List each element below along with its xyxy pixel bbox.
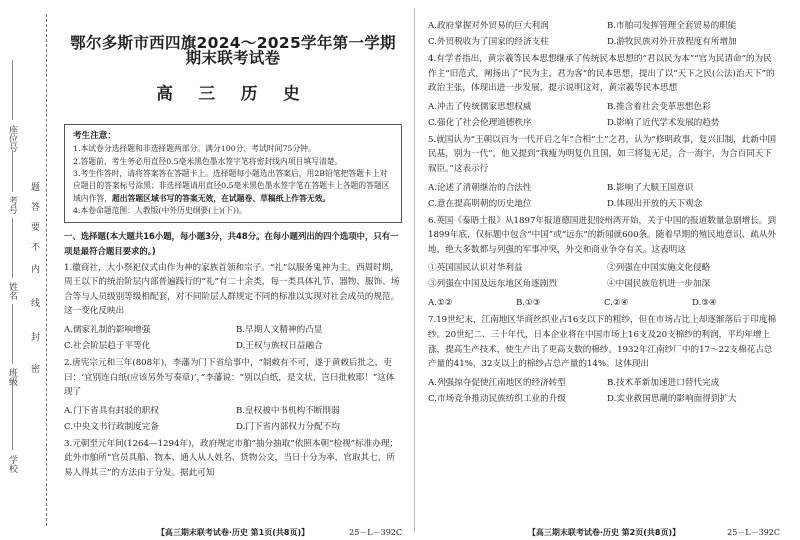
option-a[interactable]: A.门下省具有封驳的职权 — [64, 405, 159, 416]
option-a[interactable]: A.①② — [428, 298, 453, 309]
question-1-options — [64, 322, 402, 354]
option-a[interactable]: A.儒家礼制的影响增强 — [64, 325, 151, 335]
option-d[interactable]: D.体现出开放的天下观念 — [607, 198, 703, 209]
subject-title: 高 三 历 史 — [156, 84, 310, 104]
school-field-line[interactable] — [12, 380, 13, 450]
seal-char: 题 — [31, 183, 41, 193]
notice-heading: 考生注意： — [73, 130, 116, 141]
statement-4: ④中国民族危机进一步加深 — [607, 279, 711, 290]
notice-bold-warning: 超出答题区域书写的答案无效，在试题卷、草稿纸上作答无效。 — [111, 193, 331, 203]
margin-label-seat-number: 座位号 — [7, 125, 17, 152]
notice-item: 2.答题前，考生务必用直径0.5毫米黑色墨水签字笔将密封线内项目填写清楚。 — [73, 156, 343, 166]
exam-number-field-line[interactable] — [12, 150, 13, 192]
page-divider — [414, 8, 415, 532]
seal-char: 内 — [31, 265, 41, 275]
option-d[interactable]: D.影响了近代学术发展的趋势 — [607, 117, 720, 128]
option-d[interactable]: D.游牧民族对外开放程度有所增加 — [607, 37, 737, 47]
exam-page-2 — [428, 10, 780, 537]
seal-char: 线 — [31, 299, 41, 309]
binding-margin — [0, 0, 58, 540]
notice-item: 4.本卷命题范围：人教版(中外历史纲要(上)(下))。 — [73, 206, 247, 216]
option-c[interactable]: C.②④ — [604, 298, 629, 309]
option-b[interactable]: B.市舶司发挥管理全套贸易的职能 — [607, 21, 737, 31]
option-b[interactable]: B.推含着社会变革思想色彩 — [607, 101, 711, 112]
margin-label-class: 班级 — [7, 368, 17, 386]
page-2-paper-code: 25－L－392C — [727, 528, 780, 537]
statement-1: ①英国国民认识对华利益 — [428, 263, 523, 274]
notice-item: 1.本试卷分选择题和非选择题两部分。满分100分，考试时间75分钟。 — [73, 144, 316, 154]
option-b[interactable]: B.早期人文精神的凸显 — [236, 325, 323, 335]
option-c[interactable]: C.中央文书行政制度完备 — [64, 421, 159, 432]
option-a[interactable]: A.政府掌握对外贸易的巨大利润 — [428, 21, 549, 31]
seal-char: 答 — [31, 203, 41, 213]
seal-line — [46, 14, 47, 526]
question-6-options — [428, 295, 780, 311]
name-field-line[interactable] — [12, 218, 13, 278]
margin-label-school: 学校 — [7, 455, 17, 473]
option-b[interactable]: B.皇权被中书机构不断削弱 — [236, 405, 340, 416]
option-c[interactable]: C.市场竞争推动民族纺织工业的升级 — [428, 393, 566, 404]
question-1-stem: 1.徽商社，大小祭祀仪式由作为神的家族首领和宗子。“礼”以服务鬼神为主。西周时期，周王以下的统治阶层内部普遍践行的“礼”有二十余类，每一类具体礼节、器物、服饰、场合等与人员级别等级相配套，对不同阶层人群规定不同的标准以实现对社会成员的规范。这一变化反映出 — [64, 262, 400, 317]
option-c[interactable]: C.意在提高明朝的历史地位 — [428, 198, 532, 209]
question-5-stem: 5.就国认为“王朝以百为一代开启之年”合相“土”之君，认为“修明政事，复兴旧制，此新中国民基，别为一代”，他又提到“我瘦为明复仇且国，如三将复无足，合一海宇，为合百同天下叙臣。”这表示行 — [428, 134, 777, 174]
option-a[interactable]: A.论述了清朝继治的合法性 — [428, 182, 532, 193]
candidate-notice-box — [64, 124, 402, 223]
option-b[interactable]: B.技术革新加速进口替代完成 — [607, 377, 720, 388]
section-heading: 一、选择题(本大题共16小题，每小题3分，共48分。在每小题列出的四个选项中，只有一项是最符合题目要求的。) — [64, 230, 399, 256]
question-7-options — [428, 375, 780, 407]
option-d[interactable]: D.③④ — [692, 298, 717, 309]
exam-title: 鄂尔多斯市西四旗2024～2025学年第一学期期末联考试卷 — [70, 34, 396, 67]
option-c[interactable]: C.外贸税收为了国家的经济支柱 — [428, 37, 549, 47]
question-5-options — [428, 180, 780, 212]
option-d[interactable]: D.王权与族权日益融合 — [236, 341, 323, 351]
page-2-footer-text: 【高三期末联考试卷·历史 第2页(共8页)】 — [527, 528, 681, 537]
question-7-stem: 7.19世纪末，江南地区华商丝织业占16支以下的粗纱，但在市场占比上却逐渐落后于印度棉纱。20世纪二、三十年代，日本企业将在中国市场上16支及20支棉纱的利润，平均年增上涨，提高生产技术，使生产出了更高支数的棉纱。1932年江南纱厂中的17～22支棉花占总产量的41%，32支以上的棉纱占总产量的14%。这体现出 — [428, 315, 777, 370]
seal-char: 要 — [31, 223, 41, 233]
statement-3: ③列强在中国及远东地区角逐剧烈 — [428, 279, 557, 290]
option-b[interactable]: B.影响了大顺王国意识 — [607, 182, 694, 193]
class-field-line[interactable] — [12, 304, 13, 364]
seal-char: 不 — [31, 243, 41, 253]
statement-2: ②列强在中国实施文化侵略 — [607, 263, 711, 274]
exam-page-1 — [64, 10, 402, 537]
question-4-options — [428, 99, 780, 131]
question-2-options — [64, 403, 402, 435]
option-c[interactable]: C.社会阶层趋于平等化 — [64, 341, 151, 351]
seat-number-field-line[interactable] — [12, 60, 13, 120]
margin-label-name: 姓名 — [7, 282, 17, 300]
option-a[interactable]: A.列强掠夺促使江南地区的经济转型 — [428, 377, 566, 388]
option-b[interactable]: B.①③ — [516, 298, 541, 309]
seal-char: 封 — [31, 333, 41, 343]
question-4-stem: 4.有学者指出，黄宗羲等民本思想继承了传统民本思想的“君以民为本”“官为民请命”的为民作主“旧范式，阐扬出了“民为主，君为客”的民本思想，提出了以“天下之民(公法)治天下”的政治主张，体现出进一步发展，提示说明这对，黄宗羲等民本思想 — [428, 54, 775, 94]
seal-char: 密 — [31, 365, 41, 375]
question-3-options — [428, 18, 780, 50]
page-1-paper-code: 25－L－392C — [349, 528, 402, 537]
question-3-stem: 3.元朝至元年间(1264—1294年)，政府规定市舶“抽分抽取”依照本朝“检视”标准办理；此外市舶所“官员具船、物本、通人从人姓名、货物公文，当日十分为率，官取其七，所易人得其三”的方法由于分发。据此可知 — [64, 438, 399, 478]
option-d[interactable]: D.门下省内部权力分配不均 — [236, 421, 340, 432]
option-d[interactable]: D.实业救国思潮的影响面得到扩大 — [607, 393, 737, 404]
notice-item: 3.考生作答时，请将答案答在答题卡上。选择题每小题选出答案后，用2B铅笔把答题卡上对应题目的答案标号涂黑；非选择题请用直径0.5毫米黑色墨水签字笔在答题卡上各题的答题区域内作答，超出答题区域书写的答案无效，在试题卷、草稿纸上作答无效。 — [73, 169, 390, 203]
question-2-stem: 2.唐宪宗元和三年(808年)，李藩为门下省给事中，“制敕有不可，遂于黄敕后批之，吏曰：‘宜别连白纸(应该另外写奏章)’，”李藩说：“别以白纸，是文状，岂曰批敕耶！”这体现了 — [64, 358, 395, 398]
page-1-footer-text: 【高三期末联考试卷·历史 第1页(共8页)】 — [156, 528, 310, 537]
option-a[interactable]: A.冲击了传统儒家思想权威 — [428, 101, 532, 112]
margin-label-exam-number: 考号 — [7, 196, 17, 214]
question-6-statements — [428, 260, 780, 292]
question-6-stem: 6.英国《泰晤士报》从1897年报道德国进犯胶州湾开始，关于中国的报道数量急剧增长。到1899年底，仅标题中包含“中国”或“远东”的新闻就600条。随着早期的殖民地意识、疏从外地，绝大多数都与列强的军事冲突，外交和商业争夺有关。这表明这 — [428, 215, 777, 255]
option-c[interactable]: C.强化了社会伦理道德秩序 — [428, 117, 532, 128]
